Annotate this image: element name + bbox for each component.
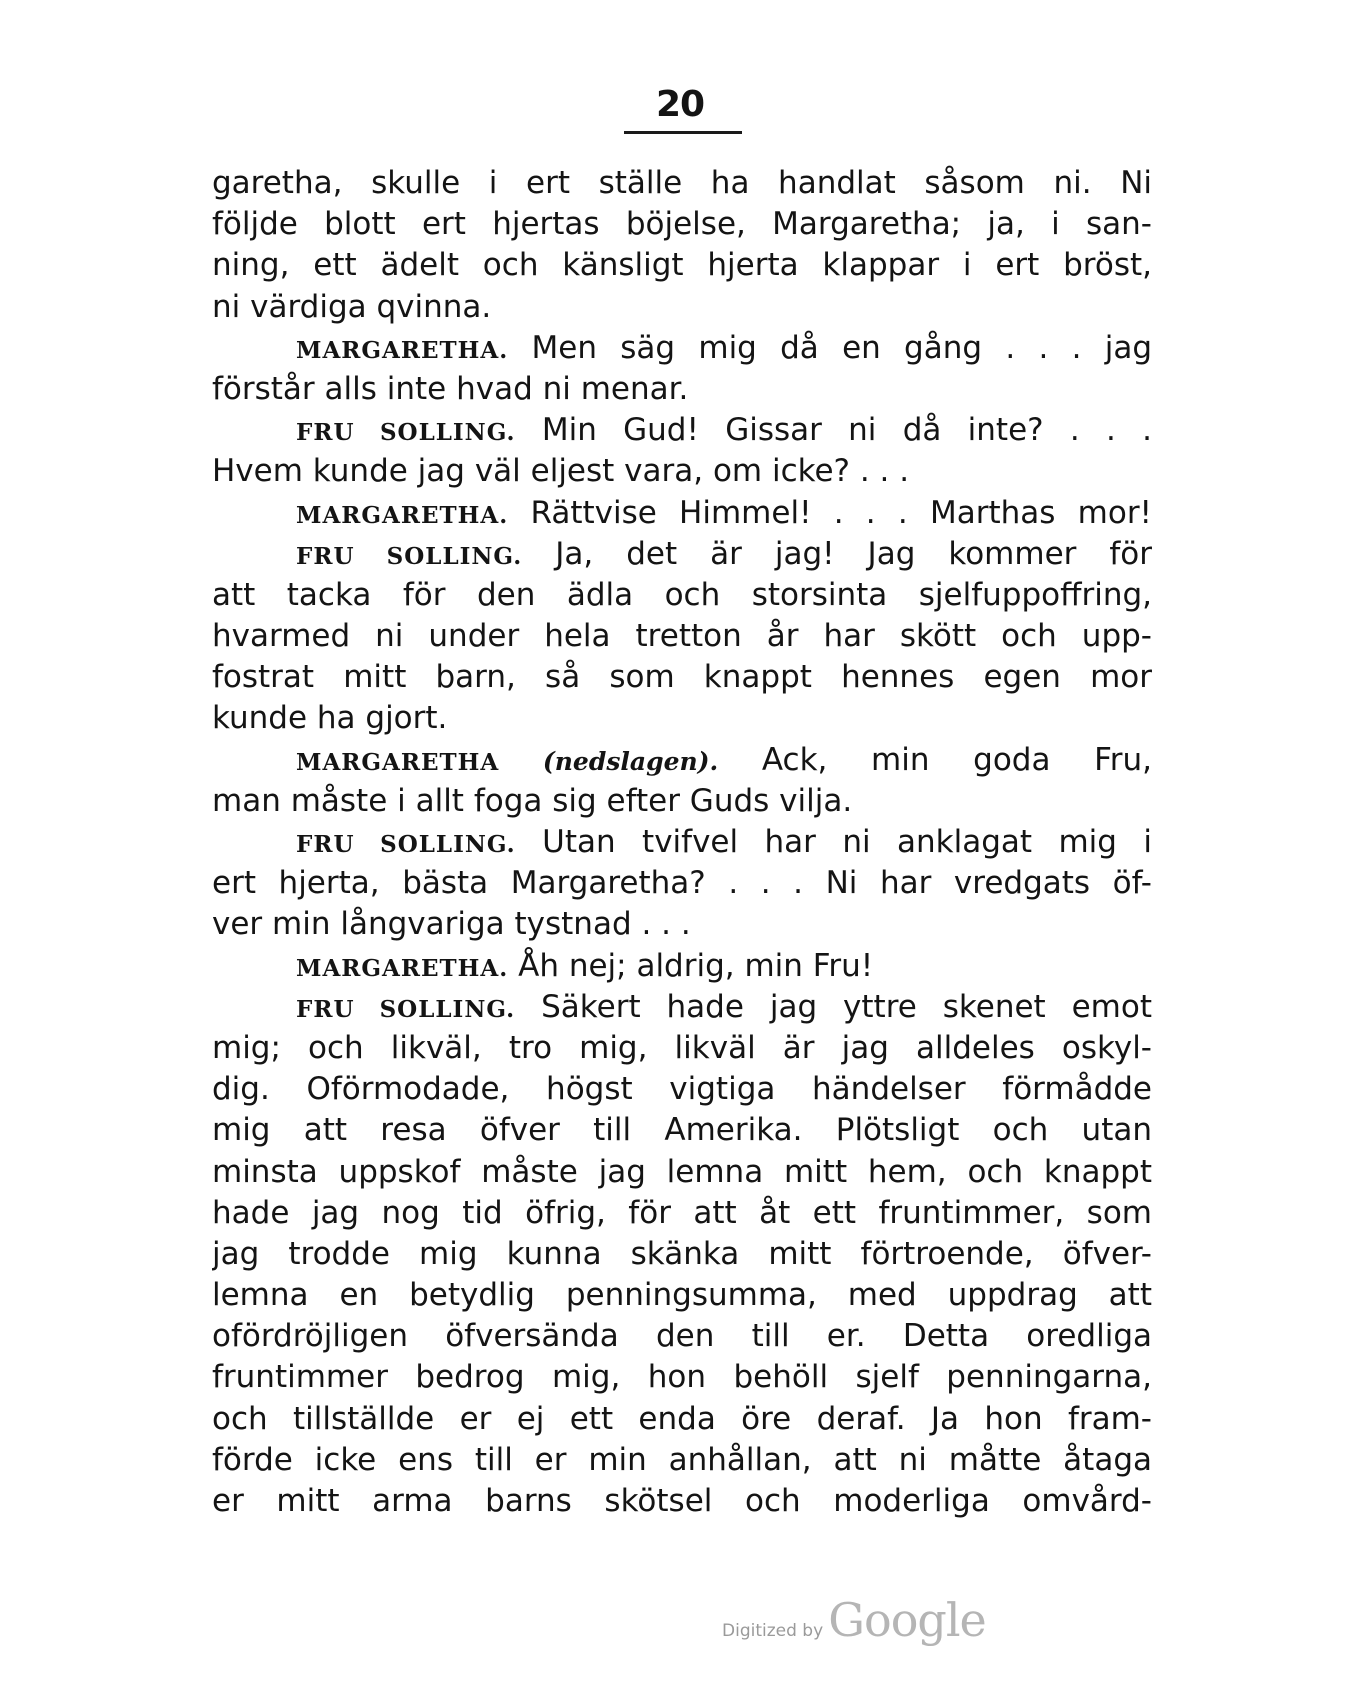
line-text: hvarmed ni under hela tretton år har skött och upp- <box>212 618 1152 655</box>
text-line <box>212 698 1152 739</box>
page-text <box>212 163 1152 1522</box>
page-number-rule <box>624 131 742 134</box>
text-line <box>212 410 1152 451</box>
line-text: lemna en betydlig penningsumma, med uppdrag att <box>212 1277 1152 1314</box>
text-line <box>212 287 1152 328</box>
line-text: följde blott ert hjertas böjelse, Margaretha; ja, i san- <box>212 206 1152 243</box>
line-text: garetha, skulle i ert ställe ha handlat såsom ni. Ni <box>212 165 1152 201</box>
line-text: jag trodde mig kunna skänka mitt förtroende, öfver- <box>212 1235 1152 1272</box>
text-line <box>212 987 1152 1028</box>
text-line <box>212 1152 1152 1193</box>
line-text: Rättvise Himmel! . . . Marthas mor! <box>530 494 1152 531</box>
text-line <box>212 1028 1152 1069</box>
line-text: mig; och likväl, tro mig, likväl är jag alldeles oskyl- <box>212 1029 1152 1066</box>
speaker-name: MARGARETHA. <box>296 501 509 529</box>
speaker-name: MARGARETHA <box>296 748 500 776</box>
text-line <box>212 904 1152 945</box>
line-text: kunde ha gjort. <box>212 700 448 737</box>
line-text: Hvem kunde jag väl eljest vara, om icke? . . . <box>212 453 910 490</box>
text-line <box>212 1399 1152 1440</box>
line-text: förde icke ens till er min anhållan, att ni måtte åtaga <box>212 1441 1152 1478</box>
speaker-name: FRU SOLLING. <box>296 419 516 447</box>
line-text: ofördröjligen öfversända den till er. Detta oredliga <box>212 1318 1152 1355</box>
line-text: ert hjerta, bästa Margaretha? . . . Ni har vredgats öf- <box>212 865 1152 902</box>
line-text: att tacka för den ädla och storsinta sjelfuppoffring, <box>212 576 1152 613</box>
text-line <box>212 1234 1152 1275</box>
text-line <box>212 451 1152 492</box>
line-text: ni värdiga qvinna. <box>212 288 492 325</box>
text-line <box>212 1275 1152 1316</box>
line-text: man måste i allt foga sig efter Guds vilja. <box>212 782 853 819</box>
line-text: Ack, min goda Fru, <box>761 741 1152 778</box>
speaker-name: MARGARETHA. <box>296 954 509 982</box>
line-text: Min Gud! Gissar ni då inte? . . . <box>541 412 1152 449</box>
text-line <box>212 657 1152 698</box>
speaker-name: FRU SOLLING. <box>296 542 523 570</box>
text-line <box>212 575 1152 616</box>
page-number: 20 <box>655 84 705 125</box>
line-text: fruntimmer bedrog mig, hon behöll sjelf penningarna, <box>212 1359 1152 1396</box>
text-line <box>212 1316 1152 1357</box>
line-text: och tillställde er ej ett enda öre deraf. Ja hon fram- <box>212 1400 1152 1437</box>
text-line <box>212 534 1152 575</box>
line-text: förstår alls inte hvad ni menar. <box>212 370 689 407</box>
line-text: Säkert hade jag yttre skenet emot <box>541 988 1152 1025</box>
speaker-name: MARGARETHA. <box>296 336 509 364</box>
line-text: mig att resa öfver till Amerika. Plötsligt och utan <box>212 1112 1152 1149</box>
line-text: minsta uppskof måste jag lemna mitt hem, och knappt <box>212 1153 1152 1190</box>
line-text: Åh nej; aldrig, min Fru! <box>518 947 874 984</box>
watermark-prefix: Digitized by <box>722 1621 824 1641</box>
line-text: Ja, det är jag! Jag kommer för <box>555 535 1152 572</box>
speaker-name: FRU SOLLING. <box>296 995 516 1023</box>
text-line <box>212 863 1152 904</box>
text-line <box>212 1193 1152 1234</box>
speaker-name: FRU SOLLING. <box>296 831 516 858</box>
text-line <box>212 369 1152 410</box>
text-line <box>212 946 1152 987</box>
text-line <box>212 1481 1152 1522</box>
text-line <box>212 1357 1152 1398</box>
line-text: er mitt arma barns skötsel och moderliga omvård- <box>212 1483 1152 1519</box>
text-line <box>212 163 1152 204</box>
text-line <box>212 781 1152 822</box>
line-text: Men säg mig då en gång . . . jag <box>531 329 1152 366</box>
text-line <box>212 616 1152 657</box>
text-line <box>212 1069 1152 1110</box>
text-line <box>212 1110 1152 1151</box>
text-line <box>212 204 1152 245</box>
text-line <box>212 740 1152 781</box>
line-text: dig. Oförmodade, högst vigtiga händelser förmådde <box>212 1071 1152 1108</box>
line-text: hade jag nog tid öfrig, för att åt ett fruntimmer, som <box>212 1194 1152 1231</box>
text-line <box>212 1440 1152 1481</box>
line-text: ning, ett ädelt och känsligt hjerta klappar i ert bröst, <box>212 247 1152 284</box>
line-text: fostrat mitt barn, så som knappt hennes egen mor <box>212 659 1152 696</box>
line-text: Utan tvifvel har ni anklagat mig i <box>542 824 1152 860</box>
text-line <box>212 822 1152 863</box>
google-watermark <box>722 1593 986 1647</box>
text-line <box>212 245 1152 286</box>
stage-direction: (nedslagen). <box>542 746 719 776</box>
line-text: ver min långvariga tystnad . . . <box>212 906 691 943</box>
text-line <box>212 328 1152 369</box>
text-line <box>212 493 1152 534</box>
google-logo: Google <box>828 1593 986 1647</box>
